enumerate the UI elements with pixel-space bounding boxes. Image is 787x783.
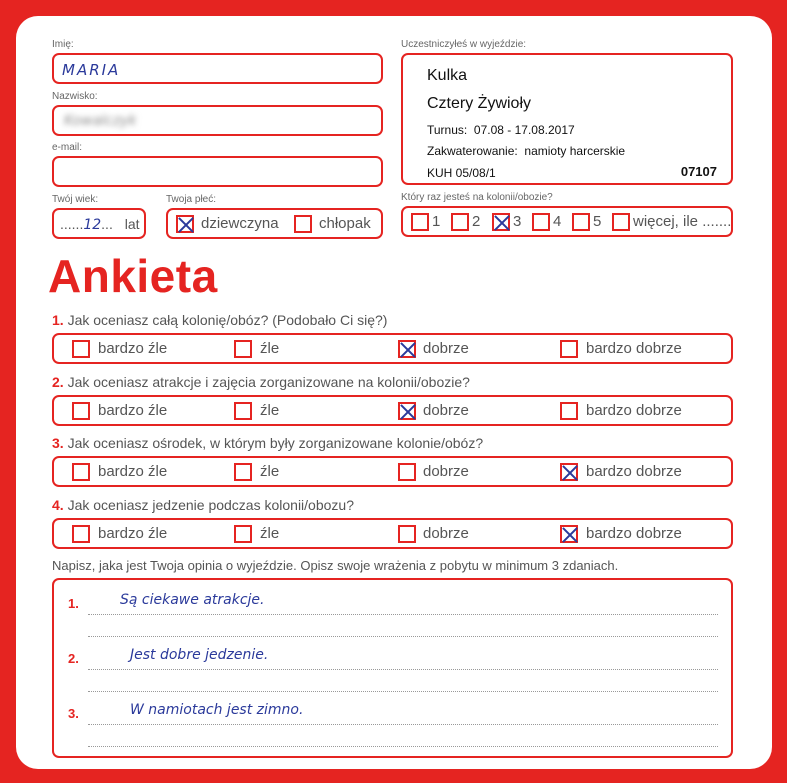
question-text: Jak oceniasz jedzenie podczas kolonii/obozu?: [67, 497, 354, 513]
gender-field: [166, 208, 383, 239]
option-label: bardzo dobrze: [586, 402, 682, 419]
option-label: bardzo dobrze: [586, 463, 682, 480]
q2-opt2-checkbox[interactable]: [234, 402, 252, 420]
writing-line: [88, 669, 718, 670]
opinion-line-text: W namiotach jest zimno.: [130, 702, 304, 718]
age-value: 12: [83, 217, 102, 233]
q2-opt1-checkbox[interactable]: [72, 402, 90, 420]
answer-row-4: [52, 518, 733, 549]
trip-box: [401, 53, 733, 185]
opinion-prompt: Napisz, jaka jest Twoja opinia o wyjeździe. Opisz swoje wrażenia z pobytu w minimum 3 zdaniach.: [52, 558, 619, 573]
q3-opt1-checkbox[interactable]: [72, 463, 90, 481]
q3-opt3-checkbox[interactable]: [398, 463, 416, 481]
times-4-label: 4: [553, 213, 562, 230]
q3-opt4-checkbox[interactable]: [560, 463, 578, 481]
q1-opt2-checkbox[interactable]: [234, 340, 252, 358]
question-text: Jak oceniasz ośrodek, w którym były zorganizowane kolonie/obóz?: [67, 435, 484, 451]
q4-opt3-checkbox[interactable]: [398, 525, 416, 543]
gender-girl-label: dziewczyna: [201, 215, 279, 232]
surname-value: Kowalczyk: [64, 113, 137, 129]
trip-code: KUH 05/08/1: [427, 166, 496, 180]
trip-number: 07107: [680, 164, 717, 179]
question-text: Jak oceniasz atrakcje i zajęcia zorganizowane na kolonii/obozie?: [67, 374, 470, 390]
email-field[interactable]: [52, 156, 383, 187]
option-label: dobrze: [423, 525, 469, 542]
times-field: [401, 206, 733, 237]
age-dots-before: ......: [60, 216, 84, 232]
turnus-value: 07.08 - 17.08.2017: [473, 123, 575, 137]
option-label: źle: [260, 463, 280, 480]
q1-opt3-checkbox[interactable]: [398, 340, 416, 358]
question-2: [52, 374, 470, 390]
q4-opt1-checkbox[interactable]: [72, 525, 90, 543]
times-3-label: 3: [513, 213, 522, 230]
gender-girl-checkbox[interactable]: [176, 215, 194, 233]
q1-opt4-checkbox[interactable]: [560, 340, 578, 358]
gender-boy-checkbox[interactable]: [294, 215, 312, 233]
option-label: bardzo źle: [98, 463, 168, 480]
q3-opt2-checkbox[interactable]: [234, 463, 252, 481]
writing-line: [88, 614, 718, 615]
answer-row-2: [52, 395, 733, 426]
name-label: Imię:: [52, 39, 74, 50]
age-unit: lat: [124, 216, 140, 232]
option-label: dobrze: [423, 463, 469, 480]
opinion-line-number: 1.: [68, 596, 79, 611]
opinion-line-number: 2.: [68, 651, 79, 666]
gender-boy-label: chłopak: [319, 215, 371, 232]
opinion-line-text: Jest dobre jedzenie.: [130, 647, 269, 663]
trip-line1: Kulka: [427, 67, 468, 84]
option-label: dobrze: [423, 402, 469, 419]
turnus-label: Turnus:: [427, 123, 468, 137]
times-3-checkbox[interactable]: [492, 213, 510, 231]
times-2-label: 2: [472, 213, 481, 230]
opinion-line-number: 3.: [68, 706, 79, 721]
option-label: bardzo dobrze: [586, 340, 682, 357]
email-label: e-mail:: [52, 142, 83, 153]
opinion-line-text: Są ciekawe atrakcje.: [120, 592, 265, 608]
writing-line: [88, 691, 718, 692]
answer-row-1: [52, 333, 733, 364]
question-4: [52, 497, 354, 513]
trip-label: Uczestniczyłeś w wyjeździe:: [401, 39, 527, 50]
times-5-checkbox[interactable]: [572, 213, 590, 231]
q4-opt2-checkbox[interactable]: [234, 525, 252, 543]
q1-opt1-checkbox[interactable]: [72, 340, 90, 358]
accommodation-label: Zakwaterowanie:: [427, 144, 518, 158]
answer-row-3: [52, 456, 733, 487]
question-number: 4.: [52, 497, 64, 513]
q2-opt3-checkbox[interactable]: [398, 402, 416, 420]
name-field[interactable]: [52, 53, 383, 84]
times-4-checkbox[interactable]: [532, 213, 550, 231]
question-text: Jak oceniasz całą kolonię/obóz? (Podobało Ci się?): [67, 312, 388, 328]
option-label: źle: [260, 340, 280, 357]
accommodation-value: namioty harcerskie: [524, 144, 626, 158]
option-label: bardzo dobrze: [586, 525, 682, 542]
age-dots-after: ...: [101, 216, 113, 232]
question-number: 2.: [52, 374, 64, 390]
option-label: bardzo źle: [98, 340, 168, 357]
option-label: źle: [260, 525, 280, 542]
writing-line: [88, 724, 718, 725]
name-value: MARIA: [62, 61, 121, 79]
writing-line: [88, 636, 718, 637]
writing-line: [88, 746, 718, 747]
times-1-checkbox[interactable]: [411, 213, 429, 231]
q4-opt4-checkbox[interactable]: [560, 525, 578, 543]
survey-sheet: [16, 16, 772, 769]
trip-line2: Cztery Żywioły: [427, 95, 532, 112]
times-more-label: więcej, ile .......: [633, 213, 732, 230]
times-5-label: 5: [593, 213, 602, 230]
option-label: bardzo źle: [98, 525, 168, 542]
surname-field[interactable]: [52, 105, 383, 136]
gender-label: Twoja płeć:: [166, 194, 217, 205]
age-field[interactable]: [52, 208, 146, 239]
question-number: 1.: [52, 312, 64, 328]
question-1: [52, 312, 387, 328]
surname-label: Nazwisko:: [52, 91, 98, 102]
q2-opt4-checkbox[interactable]: [560, 402, 578, 420]
times-1-label: 1: [432, 213, 441, 230]
option-label: źle: [260, 402, 280, 419]
times-label: Który raz jesteś na kolonii/obozie?: [401, 192, 553, 203]
question-3: [52, 435, 483, 451]
question-number: 3.: [52, 435, 64, 451]
option-label: bardzo źle: [98, 402, 168, 419]
survey-title: Ankieta: [48, 250, 218, 302]
age-label: Twój wiek:: [52, 194, 99, 205]
opinion-box[interactable]: [52, 578, 733, 758]
option-label: dobrze: [423, 340, 469, 357]
times-more-checkbox[interactable]: [612, 213, 630, 231]
times-2-checkbox[interactable]: [451, 213, 469, 231]
